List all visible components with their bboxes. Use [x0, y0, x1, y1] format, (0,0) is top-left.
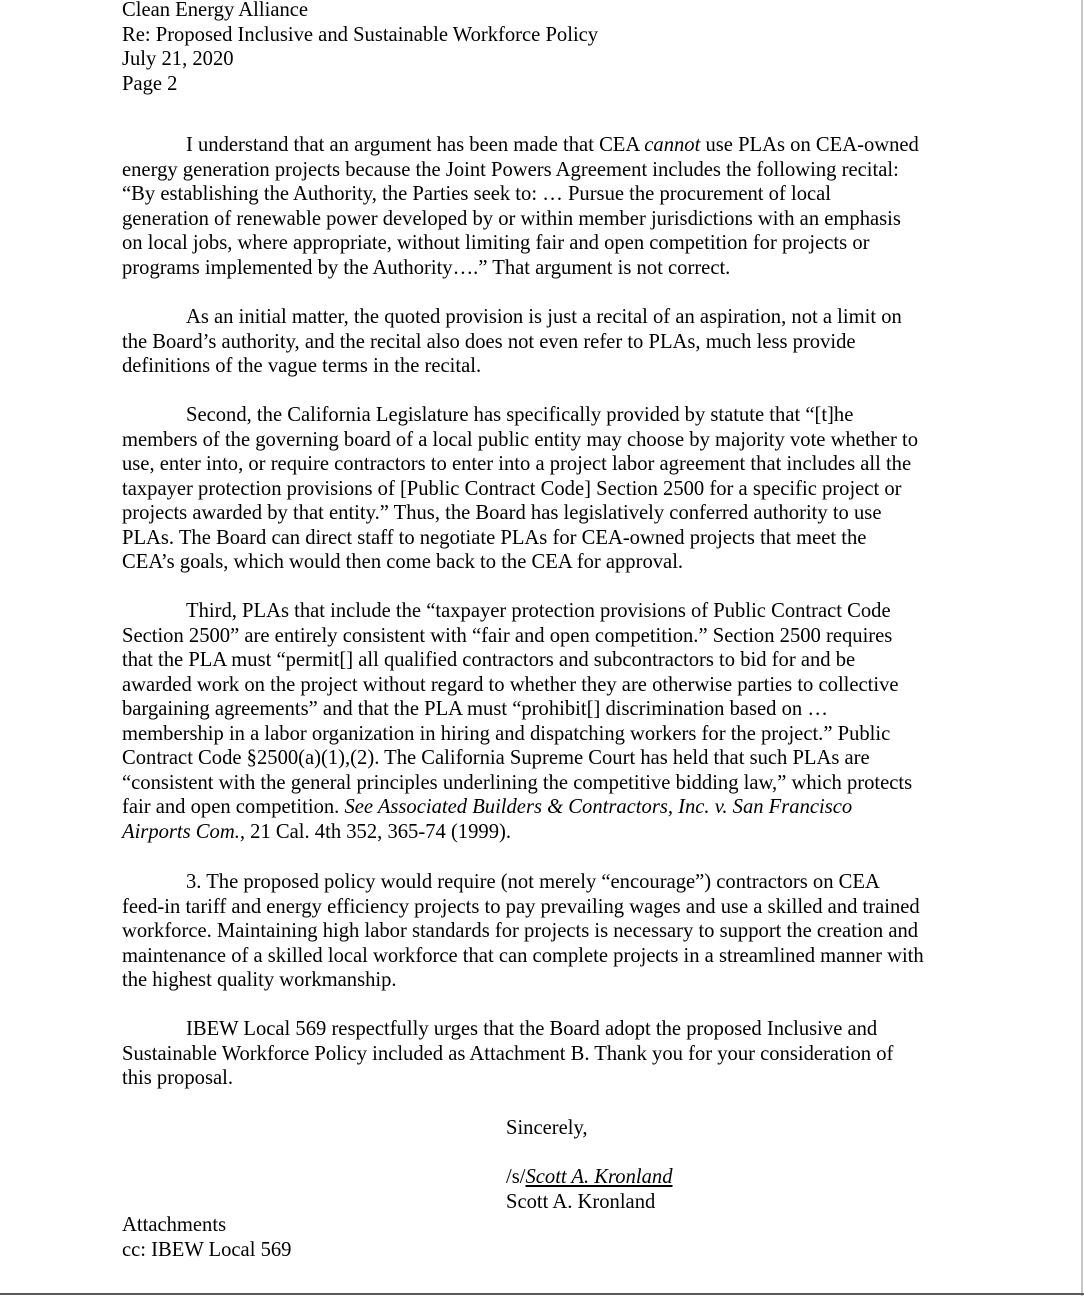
text-line: projects awarded by that entity.” Thus, the Board has legislatively conferred authority to use [122, 502, 882, 524]
text-line: this proposal. [122, 1067, 233, 1089]
text-line: Sustainable Workforce Policy included as Attachment B. Thank you for your consideration of [122, 1042, 894, 1065]
paragraph-closing-request [122, 1017, 962, 1091]
text-line: Third, PLAs that include the “taxpayer protection provisions of Public Contract Code [186, 600, 891, 622]
text-line: taxpayer protection provisions of [Public Contract Code] Section 2500 for a specific project or [122, 477, 902, 500]
text-line: definitions of the vague terms in the recital. [122, 355, 482, 377]
case-citation: See Associated Builders & Contractors, Inc. v. San Francisco [344, 796, 853, 818]
text-line: bargaining agreements” and that the PLA must “prohibit[] discrimination based on … [122, 698, 828, 720]
text-line: use, enter into, or require contractors to enter into a project labor agreement that includes all the [122, 453, 912, 475]
page-edge-bottom [0, 1293, 1084, 1295]
text-line: Airports Com., 21 Cal. 4th 352, 365-74 (1999). [122, 820, 511, 843]
letter-header [122, 0, 598, 96]
text-line: Section 2500” are entirely consistent with “fair and open competition.” Section 2500 requires [122, 624, 893, 647]
text-line: on local jobs, where appropriate, without limiting fair and open competition for projects or [122, 232, 870, 254]
recipient-line: Clean Energy Alliance [122, 0, 309, 21]
date-line: July 21, 2020 [122, 48, 234, 70]
text-line: members of the governing board of a local public entity may choose by majority vote whether to [122, 428, 919, 451]
text-line: CEA’s goals, which would then come back to the CEA for approval. [122, 551, 684, 573]
case-citation: Airports Com., [122, 820, 246, 843]
text-line: the highest quality workmanship. [122, 969, 397, 991]
text-line: PLAs. The Board can direct staff to negotiate PLAs for CEA-owned projects that meet the [122, 526, 867, 549]
text-line: Contract Code §2500(a)(1),(2). The California Supreme Court has held that such PLAs are [122, 747, 870, 769]
text-line: “consistent with the general principles underlining the competitive bidding law,” which protects [122, 771, 913, 794]
signer-name: Scott A. Kronland [506, 1190, 656, 1213]
subject-line: Re: Proposed Inclusive and Sustainable Workforce Policy [122, 23, 599, 46]
text-line: the Board’s authority, and the recital also does not even refer to PLAs, much less provide [122, 330, 856, 353]
page-edge-right [1081, 0, 1083, 1296]
text-line: awarded work on the project without regard to whether they are otherwise parties to collective [122, 673, 899, 696]
text-line: As an initial matter, the quoted provision is just a recital of an aspiration, not a limit on [186, 306, 902, 328]
cc-line: cc: IBEW Local 569 [122, 1238, 292, 1261]
attachments-note: Attachments [122, 1214, 227, 1236]
text-line: energy generation projects because the Joint Powers Agreement includes the following recital: [122, 158, 899, 181]
text-line: programs implemented by the Authority….” That argument is not correct. [122, 256, 731, 279]
page-number: Page 2 [122, 72, 178, 95]
closing-salutation: Sincerely, [506, 1117, 588, 1139]
electronic-signature: /s/Scott A. Kronland [506, 1166, 673, 1188]
text-line: generation of renewable power developed by or within member jurisdictions with an emphasis [122, 207, 901, 230]
text-line: that the PLA must “permit[] all qualified contractors and subcontractors to bid for and be [122, 649, 856, 671]
paragraph-prevailing-wages [122, 870, 962, 993]
text-line: “By establishing the Authority, the Parties seek to: … Pursue the procurement of local [122, 183, 831, 205]
signature-block [506, 1165, 673, 1214]
text-line: maintenance of a skilled local workforce that can complete projects in a streamlined manner with [122, 944, 924, 967]
text-line: 3. The proposed policy would require (not merely “encourage”) contractors on CEA [186, 871, 880, 893]
text-line: fair and open competition. See Associated Builders & Contractors, Inc. v. San Francisco [122, 796, 853, 818]
text-line: Second, the California Legislature has specifically provided by statute that “[t]he [186, 404, 854, 426]
text-line: feed-in tariff and energy efficiency projects to pay prevailing wages and use a skilled and trained [122, 895, 920, 918]
text-line: workforce. Maintaining high labor standards for projects is necessary to support the creation and [122, 920, 919, 942]
letter-footer [122, 1213, 291, 1262]
paragraph-initial-matter [122, 305, 962, 379]
paragraph-pla-argument [122, 133, 962, 280]
text-line: membership in a labor organization in hiring and dispatching workers for the project.” Public [122, 722, 891, 745]
paragraph-second-legislature [122, 403, 962, 575]
paragraph-third-competition [122, 599, 962, 844]
text-line: I understand that an argument has been made that CEA cannot use PLAs on CEA-owned [186, 134, 919, 156]
text-line: IBEW Local 569 respectfully urges that the Board adopt the proposed Inclusive and [186, 1018, 878, 1040]
